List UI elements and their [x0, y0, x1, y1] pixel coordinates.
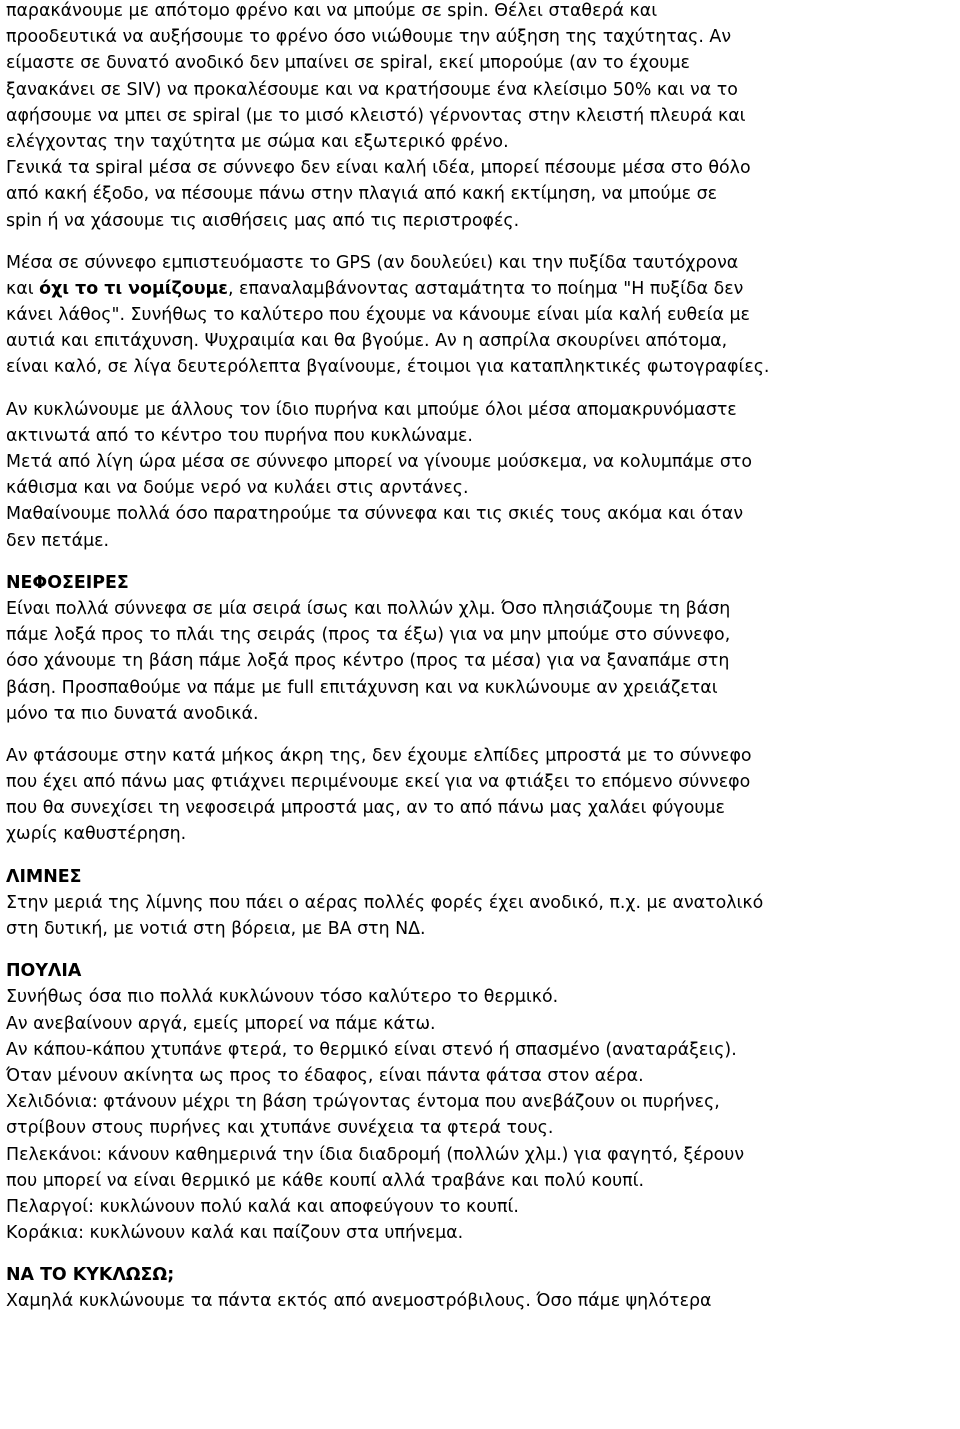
text-line: είναι καλό, σε λίγα δευτερόλεπτα βγαίνουμε, έτοιμοι για καταπληκτικές φωτογραφίες.	[6, 357, 770, 378]
text-fragment: και	[6, 278, 40, 299]
text-line-with-emphasis	[6, 276, 958, 302]
text-line: Μετά από λίγη ώρα μέσα σε σύννεφο μπορεί να γίνουμε μούσκεμα, να κολυμπάμε στο	[6, 452, 752, 472]
text-line: χωρίς καθυστέρηση.	[6, 824, 187, 845]
paragraph-gap	[6, 848, 958, 864]
section-poulia	[6, 958, 958, 1246]
text-line: στη δυτική, με νοτιά στη βόρεια, με ΒΑ στη ΝΔ.	[6, 919, 426, 939]
text-line: κάθισμα και να δούμε νερό να κυλάει στις αρντάνες.	[6, 478, 469, 499]
bold-emphasis: όχι το τι νομίζουμε	[39, 278, 228, 299]
text-line: Χελιδόνια: φτάνουν μέχρι τη βάση τρώγοντας έντομα που ανεβάζουν οι πυρήνες,	[6, 1092, 720, 1113]
text-line: όσο χάνουμε τη βάση πάμε λοξά προς κέντρο (προς τα μέσα) για να ξαναπάμε στη	[6, 651, 730, 672]
paragraph-cloud-core	[6, 397, 958, 554]
text-line: ξανακάνει σε SIV) να προκαλέσουμε και να κρατήσουμε ένα κλείσιμο 50% και να το	[6, 79, 738, 100]
text-line: spin ή να χάσουμε τις αισθήσεις μας από τις περιστροφές.	[6, 210, 520, 231]
paragraph-gap	[6, 727, 958, 743]
text-line: Αν ανεβαίνουν αργά, εμείς μπορεί να πάμε κάτω.	[6, 1013, 436, 1034]
text-line: ακτινωτά από το κέντρο του πυρήνα που κυκλώναμε.	[6, 425, 473, 446]
text-line: αυτιά και επιτάχυνση. Ψυχραιμία και θα βγούμε. Αν η ασπρίλα σκουρίνει απότομα,	[6, 331, 728, 352]
text-line: παρακάνουμε με απότομο φρένο και να μπούμε σε spin. Θέλει σταθερά και	[6, 1, 658, 21]
section-heading: ΝΑ ΤΟ ΚΥΚΛΩΣΩ;	[6, 1265, 175, 1286]
text-line: Όταν μένουν ακίνητα ως προς το έδαφος, είναι πάντα φάτσα στον αέρα.	[6, 1065, 644, 1086]
text-line: δεν πετάμε.	[6, 530, 110, 551]
text-line: Γενικά τα spiral μέσα σε σύννεφο δεν είναι καλή ιδέα, μπορεί πέσουμε μέσα στο θόλο	[6, 158, 751, 179]
text-line: ελέγχοντας την ταχύτητα με σώμα και εξωτερικό φρένο.	[6, 131, 509, 152]
paragraph-gap	[6, 234, 958, 250]
text-line: που μπορεί να είναι θερμικό με κάθε κουπί αλλά τραβάνε και πολύ κουπί.	[6, 1170, 645, 1191]
section-limnes	[6, 864, 958, 943]
text-line: Συνήθως όσα πιο πολλά κυκλώνουν τόσο καλύτερο το θερμικό.	[6, 987, 559, 1008]
text-line: Μαθαίνουμε πολλά όσο παρατηρούμε τα σύννεφα και τις σκιές τους ακόμα και όταν	[6, 504, 744, 525]
paragraph-gap	[6, 554, 958, 570]
text-line: Είναι πολλά σύννεφα σε μία σειρά ίσως και πολλών χλμ. Όσο πλησιάζουμε τη βάση	[6, 598, 731, 619]
text-line: Αν κυκλώνουμε με άλλους τον ίδιο πυρήνα και μπούμε όλοι μέσα απομακρυνόμαστε	[6, 399, 737, 420]
section-na-to-kyklwsw	[6, 1262, 958, 1314]
text-line: προοδευτικά να αυξήσουμε το φρένο όσο νιώθουμε την αύξηση της ταχύτητας. Αν	[6, 27, 732, 48]
text-line: αφήσουμε να μπει σε spiral (με το μισό κλειστό) γέρνοντας στην κλειστή πλευρά και	[6, 105, 746, 126]
paragraph-gps-compass	[6, 250, 958, 381]
section-nefoseires	[6, 570, 958, 848]
text-line: Αν κάπου-κάπου χτυπάνε φτερά, το θερμικό είναι στενό ή σπασμένο (αναταράξεις).	[6, 1039, 737, 1060]
text-line: Πελαργοί: κυκλώνουν πολύ καλά και αποφεύγουν το κουπί.	[6, 1196, 519, 1217]
text-line: πάμε λοξά προς το πλάι της σειράς (προς τα έξω) για να μην μπούμε στο σύννεφο,	[6, 625, 731, 646]
text-line: Αν φτάσουμε στην κατά μήκος άκρη της, δεν έχουμε ελπίδες μπροστά με το σύννεφο	[6, 745, 752, 766]
text-fragment: , επαναλαμβάνοντας ασταμάτητα το ποίημα "Η πυξίδα δεν	[227, 278, 744, 299]
text-line: Χαμηλά κυκλώνουμε τα πάντα εκτός από ανεμοστρόβιλους. Όσο πάμε ψηλότερα	[6, 1291, 712, 1312]
text-line: Κοράκια: κυκλώνουν καλά και παίζουν στα υπήνεμα.	[6, 1223, 464, 1244]
section-heading: ΠΟΥΛΙΑ	[6, 961, 82, 982]
text-line: στρίβουν στους πυρήνες και χτυπάνε συνέχεια τα φτερά τους.	[6, 1118, 554, 1139]
text-line: Μέσα σε σύννεφο εμπιστευόμαστε το GPS (αν δουλεύει) και την πυξίδα ταυτόχρονα	[6, 252, 739, 273]
text-line: μόνο τα πιο δυνατά ανοδικά.	[6, 703, 259, 724]
paragraph-gap	[6, 1246, 958, 1262]
text-line: που έχει από πάνω μας φτιάχνει περιμένουμε εκεί για να φτιάξει το επόμενο σύννεφο	[6, 772, 751, 793]
text-line: είμαστε σε δυνατό ανοδικό δεν μπαίνει σε spiral, εκεί μπορούμε (αν το έχουμε	[6, 53, 690, 74]
section-heading: ΝΕΦΟΣΕΙΡΕΣ	[6, 572, 129, 593]
text-line: Στην μεριά της λίμνης που πάει ο αέρας πολλές φορές έχει ανοδικό, π.χ. με ανατολικό	[6, 892, 764, 913]
paragraph-spiral	[6, 0, 958, 234]
document-body	[6, 0, 958, 1315]
paragraph-gap	[6, 381, 958, 397]
text-line: Πελεκάνοι: κάνουν καθημερινά την ίδια διαδρομή (πολλών χλμ.) για φαγητό, ξέρουν	[6, 1144, 745, 1165]
text-line: βάση. Προσπαθούμε να πάμε με full επιτάχυνση και να κυκλώνουμε αν χρειάζεται	[6, 677, 718, 698]
section-heading: ΛΙΜΝΕΣ	[6, 866, 82, 887]
text-line: που θα συνεχίσει τη νεφοσειρά μπροστά μας, αν το από πάνω μας χαλάει φύγουμε	[6, 798, 725, 819]
paragraph-gap	[6, 942, 958, 958]
text-line: από κακή έξοδο, να πέσουμε πάνω στην πλαγιά από κακή εκτίμηση, να μπούμε σε	[6, 184, 718, 205]
text-line: κάνει λάθος". Συνήθως το καλύτερο που έχουμε να κάνουμε είναι μία καλή ευθεία με	[6, 305, 750, 326]
